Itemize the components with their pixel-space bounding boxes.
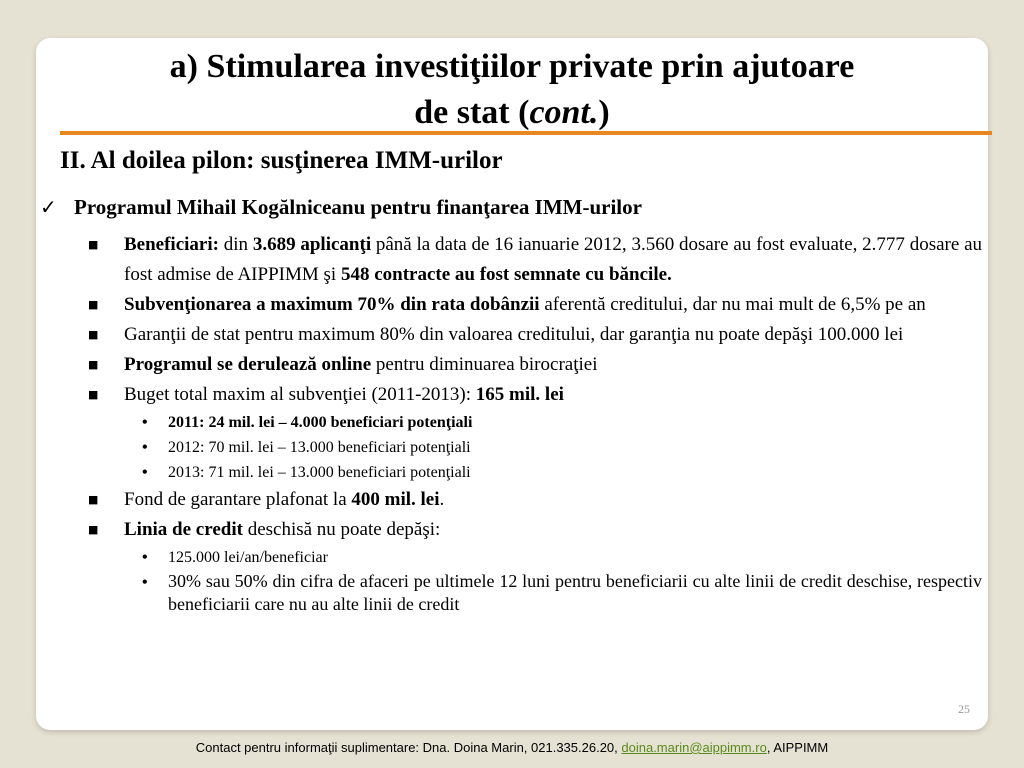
check-icon: ✓ — [40, 195, 57, 219]
item-text: Buget total maxim al subvenţiei (2011-2013): — [124, 384, 476, 405]
list-item-text — [124, 290, 982, 320]
square-bullet-icon: ■ — [88, 388, 99, 401]
square-bullet-icon: ■ — [88, 238, 99, 251]
item-text: . — [439, 489, 445, 510]
sub-list-item-text: 2013: 71 mil. lei – 13.000 beneficiari potenţiali — [168, 464, 471, 481]
item-text: aferentă creditului, dar nu mai mult de 6,5% pe an — [539, 294, 926, 315]
square-bullet-icon: ■ — [88, 358, 99, 371]
footer-suffix: , AIPPIMM — [766, 740, 829, 755]
square-bullet-icon: ■ — [88, 493, 99, 506]
sub-list-item-text: 30% sau 50% din cifra de afaceri pe ultimele 12 luni pentru beneficiarii cu alte linii de credit deschise, respectiv beneficiarii care nu au alte linii de credit — [168, 571, 982, 614]
item-bold: 400 mil. lei — [351, 489, 440, 510]
sub-list-item — [142, 570, 982, 616]
program-heading-text: Programul Mihail Kogălniceanu pentru finanţarea IMM-urilor — [74, 195, 642, 219]
item-bold: Subvenţionarea a maximum 70% din rata dobânzii — [124, 294, 540, 315]
list-item-text: Garanţii de stat pentru maximum 80% din valoarea creditului, dar garanţia nu poate depăşi 100.000 lei — [124, 324, 904, 345]
section-heading: II. Al doilea pilon: susţinerea IMM-urilor — [60, 147, 503, 174]
item-text: Fond de garantare plafonat la — [124, 489, 352, 510]
sub-list-item-text — [168, 410, 982, 435]
title-line-2 — [36, 90, 988, 136]
dot-bullet-icon: • — [142, 574, 148, 591]
sub-list-item — [142, 460, 982, 485]
title-line-1: a) Stimularea investiţiilor private prin ajutoare — [169, 48, 855, 85]
item-bold: Linia de credit — [124, 519, 243, 540]
sub-list-item — [142, 410, 982, 435]
title-line-2-italic: cont. — [529, 94, 599, 131]
dot-bullet-icon: • — [142, 439, 148, 456]
list-item-text — [124, 515, 982, 545]
slide-title — [36, 44, 988, 136]
sub-list-item-text: 125.000 lei/an/beneficiar — [168, 549, 328, 566]
sub-item-bold: 2011: 24 mil. lei – 4.000 beneficiari potenţiali — [168, 414, 473, 431]
item-text: până la data de 16 ianuarie 2012, 3.560 dosare au fost evaluate, 2.777 dosare au fost admise de AIPPIMM şi — [124, 234, 983, 285]
item-text: pentru diminuarea birocraţiei — [371, 354, 598, 375]
item-bold: Beneficiari: — [124, 234, 219, 255]
square-bullet-icon: ■ — [88, 523, 99, 536]
list-item-text — [124, 380, 982, 410]
footer-contact — [0, 740, 1024, 755]
dot-bullet-icon: • — [142, 464, 148, 481]
title-underline-rule — [60, 131, 992, 135]
square-bullet-icon: ■ — [88, 298, 99, 311]
title-line-2-main: de stat ( — [414, 94, 530, 131]
sub-list-item-text: 2012: 70 mil. lei – 13.000 beneficiari potenţiali — [168, 439, 471, 456]
bullet-list — [88, 230, 982, 616]
sub-list-item — [142, 545, 982, 570]
program-heading — [40, 192, 642, 222]
list-item — [88, 350, 982, 380]
item-bold: 3.689 aplicanţi — [252, 234, 372, 255]
item-bold: Programul se derulează online — [124, 354, 372, 375]
list-item — [88, 380, 982, 410]
list-item — [88, 320, 982, 350]
sub-list-item — [142, 435, 982, 460]
list-item — [88, 290, 982, 320]
item-bold: 548 contracte au fost semnate cu băncile. — [340, 264, 672, 285]
list-item — [88, 485, 982, 515]
dot-bullet-icon: • — [142, 549, 148, 566]
item-text: deschisă nu poate depăşi: — [242, 519, 441, 540]
list-item — [88, 515, 982, 545]
footer-email-link[interactable]: doina.marin@aippimm.ro — [621, 740, 767, 755]
list-item-text — [124, 485, 982, 515]
item-bold: 165 mil. lei — [475, 384, 564, 405]
item-text: din — [218, 234, 253, 255]
square-bullet-icon: ■ — [88, 328, 99, 341]
page-number: 25 — [958, 702, 970, 716]
list-item — [88, 230, 982, 290]
dot-bullet-icon: • — [142, 414, 148, 431]
list-item-text — [124, 230, 982, 290]
footer-prefix: Contact pentru informaţii suplimentare: Dna. Doina Marin, 021.335.26.20, — [195, 740, 622, 755]
list-item-text — [124, 350, 982, 380]
title-line-2-end: ) — [598, 94, 610, 131]
